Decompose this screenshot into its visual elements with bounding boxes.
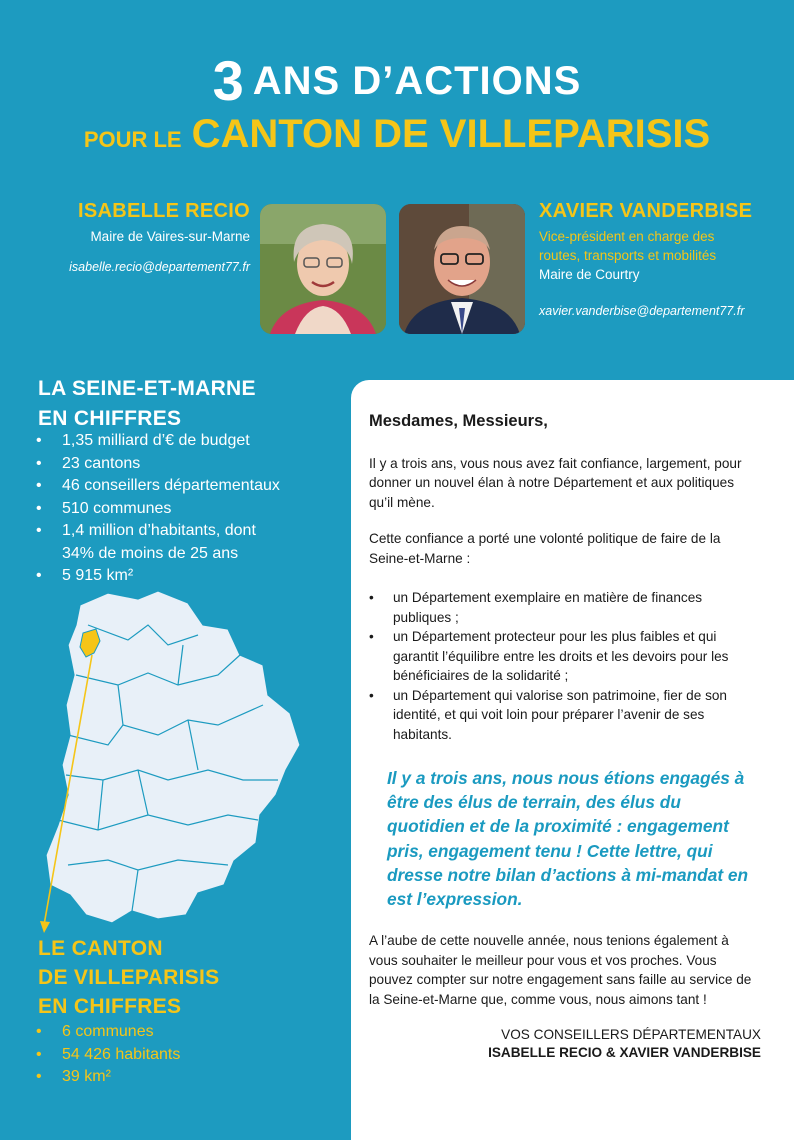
councillor-email[interactable]: isabelle.recio@departement77.fr: [69, 260, 250, 274]
canton-heading: [38, 934, 219, 1021]
letter-greeting: Mesdames, Messieurs,: [369, 412, 548, 430]
councillor-vp-role: [539, 227, 769, 265]
councillor-vp-role-line: Vice-président en charge des: [539, 229, 715, 244]
list-item: • un Département exemplaire en matière de finances publiques ;: [369, 588, 761, 627]
title-number: 3: [212, 49, 245, 112]
letter-quote: Il y a trois ans, nous nous étions engagés à être des élus de terrain, des élus du quotidien et de la proximité : engagement pris, engagement tenu ! Cette lettre, qui dresse notre bilan d’actions à mi-mandat en est l’expression.: [387, 768, 749, 910]
heading-line: LA SEINE-ET-MARNE: [38, 377, 256, 400]
list-item: • 23 cantons: [36, 453, 336, 476]
list-item: • 39 km²: [36, 1066, 336, 1089]
list-item: • 5 915 km²: [36, 565, 336, 588]
letter-body: [369, 412, 761, 1062]
portrait-photo-xavier-vanderbise: [399, 204, 525, 334]
list-item: [36, 520, 336, 565]
councillor-name: ISABELLE RECIO: [78, 200, 250, 222]
list-item: • 46 conseillers départementaux: [36, 475, 336, 498]
canton-stats-list: [36, 1021, 336, 1089]
list-item: • 6 communes: [36, 1021, 336, 1044]
list-item: • un Département qui valorise son patrimoine, fier de son identité, et qui voit loin pour préparer l’avenir de ses habitants.: [369, 686, 761, 745]
signature-line: VOS CONSEILLERS DÉPARTEMENTAUX: [501, 1027, 761, 1043]
councillor-isabelle-recio: [40, 200, 250, 274]
councillor-role: Maire de Vaires-sur-Marne: [90, 229, 250, 244]
councillor-xavier-vanderbise: [539, 200, 769, 318]
councillor-role: Maire de Courtry: [539, 267, 640, 282]
heading-line: EN CHIFFRES: [38, 995, 182, 1018]
list-item: • 54 426 habitants: [36, 1044, 336, 1067]
list-item-text: 1,4 million d’habitants, dont: [62, 522, 256, 539]
heading-line: DE VILLEPARISIS: [38, 966, 220, 989]
pointer-arrow-head: [40, 921, 50, 933]
page-subtitle: [0, 112, 794, 157]
heading-line: LE CANTON: [38, 937, 163, 960]
list-item: • 510 communes: [36, 498, 336, 521]
subtitle-large: CANTON DE VILLEPARISIS: [191, 112, 711, 156]
councillor-email[interactable]: xavier.vanderbise@departement77.fr: [539, 304, 745, 318]
letter-signature: [369, 1026, 761, 1062]
letter-paragraph: Il y a trois ans, vous nous avez fait confiance, largement, pour donner un nouvel élan à notre Département et aux politiques qu’il mène.: [369, 455, 742, 510]
list-item-continuation: 34% de moins de 25 ans: [62, 544, 239, 562]
signature-names: ISABELLE RECIO & XAVIER VANDERBISE: [488, 1045, 761, 1061]
title-text: ANS D’ACTIONS: [252, 59, 582, 103]
list-item: • 1,35 milliard d’€ de budget: [36, 430, 336, 453]
page-title: [0, 48, 794, 113]
letter-paragraph: Cette confiance a porté une volonté politique de faire de la Seine-et-Marne :: [369, 531, 721, 566]
letter-bullet-list: [369, 588, 761, 744]
seine-et-marne-heading: [38, 374, 256, 434]
seine-et-marne-map: [28, 585, 318, 935]
heading-line: EN CHIFFRES: [38, 407, 182, 430]
list-item: • un Département protecteur pour les plus faibles et qui garantit l’équilibre entre les droits et les devoirs pour les bénéficiaires de la solidarité ;: [369, 627, 761, 686]
portrait-photo-isabelle-recio: [260, 204, 386, 334]
seine-et-marne-stats-list: [36, 430, 336, 588]
councillor-vp-role-line: routes, transports et mobilités: [539, 248, 717, 263]
councillor-name: XAVIER VANDERBISE: [539, 200, 753, 222]
subtitle-small: POUR LE: [83, 127, 182, 152]
letter-paragraph: A l’aube de cette nouvelle année, nous tenions également à vous souhaiter le meilleur pour vous et vos proches. Vous pouvez compter sur notre engagement sans faille au service de la Seine-et-Marne que, comme vous, nous aimons tant !: [369, 933, 752, 1007]
